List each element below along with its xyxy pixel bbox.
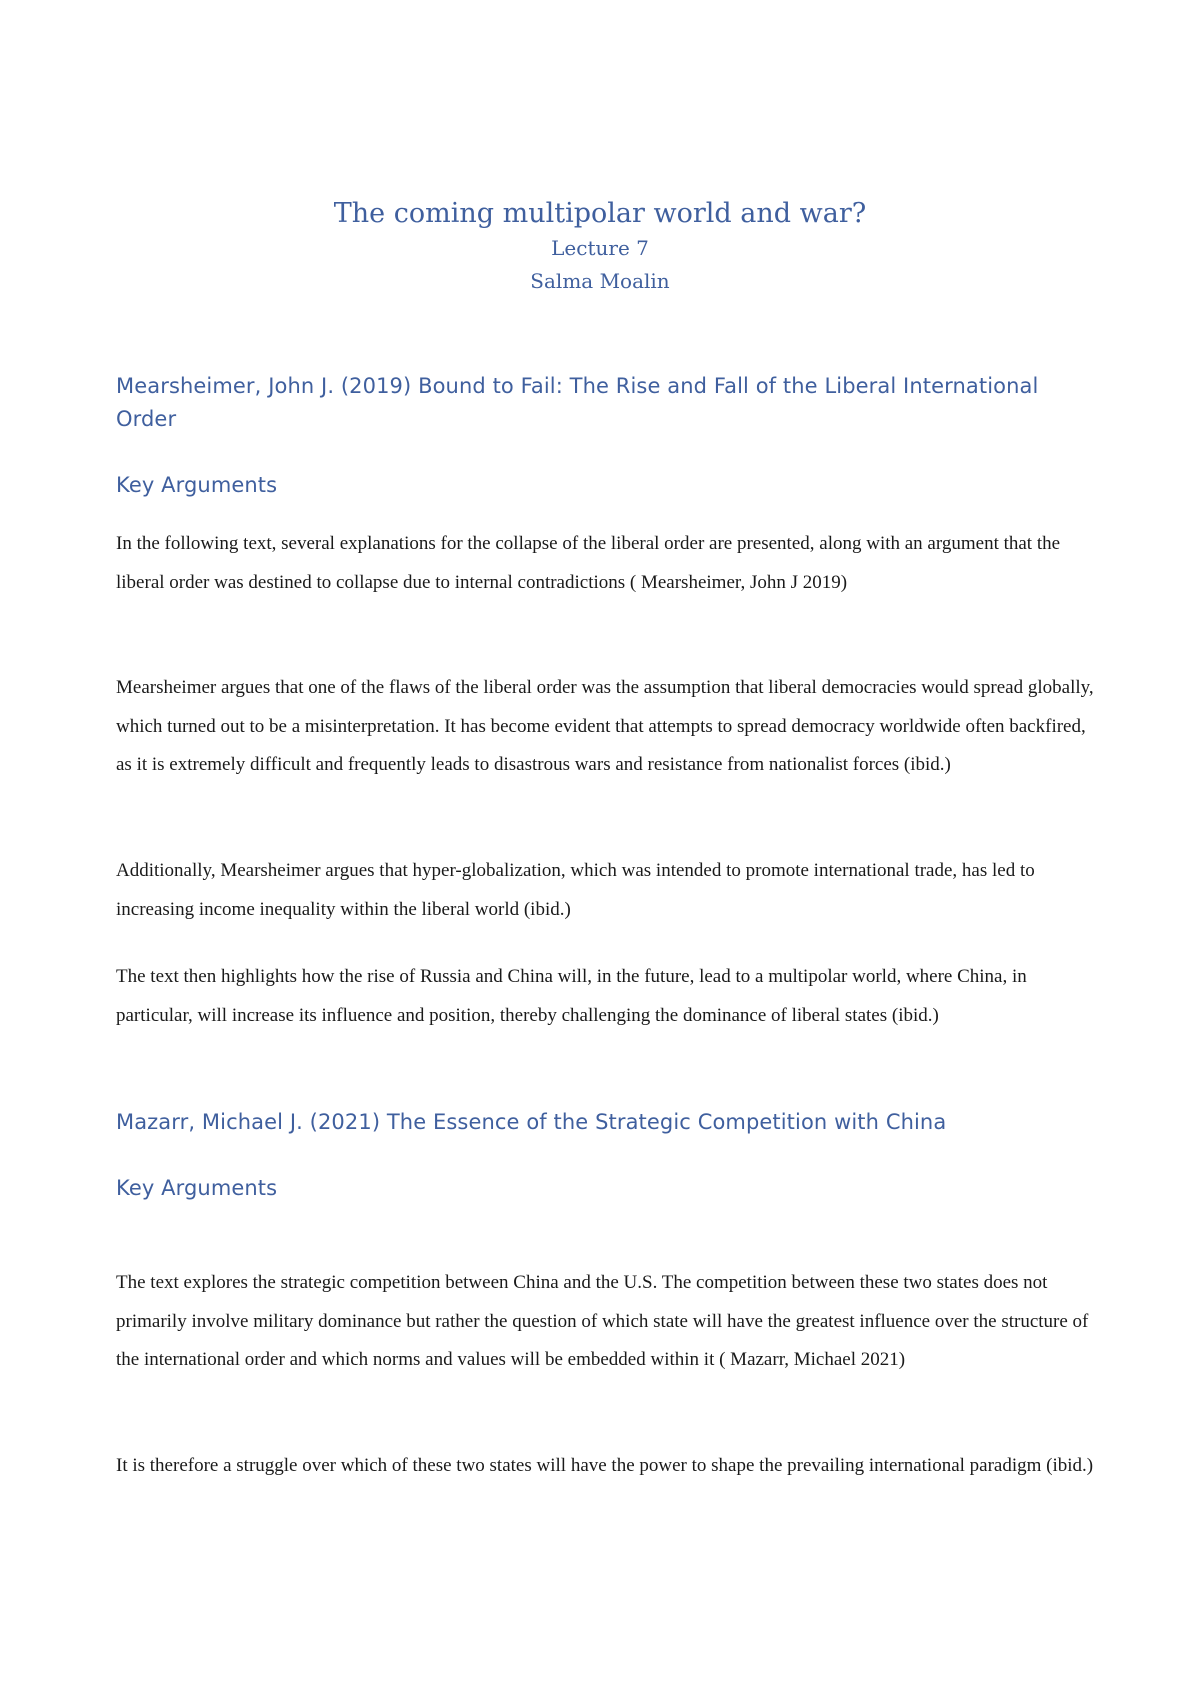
- section-2-heading: Mazarr, Michael J. (2021) The Essence of the Strategic Competition with China: [116, 1110, 947, 1134]
- section-1-subheading: Key Arguments: [116, 473, 278, 497]
- author-name: Salma Moalin: [530, 269, 670, 293]
- section-1-heading: Mearsheimer, John J. (2019) Bound to Fail: The Rise and Fall of the Liberal International Order: [116, 374, 1039, 431]
- section-1-paragraph-1: In the following text, several explanations for the collapse of the liberal order are presented, along with an argument that the liberal order was destined to collapse due to internal contradictions ( Mearsheimer, John J 2019): [116, 533, 1061, 593]
- section-2-paragraph-1: The text explores the strategic competition between China and the U.S. The competition between these two states does not primarily involve military dominance but rather the question of which state will have the greatest influence over the structure of the international order and which norms and values will be embedded within it ( Mazarr, Michael 2021): [116, 1272, 1089, 1370]
- section-1-paragraph-2: Mearsheimer argues that one of the flaws of the liberal order was the assumption that liberal democracies would spread globally, which turned out to be a misinterpretation. It has become evident that attempts to spread democracy worldwide often backfired, as it is extremely difficult and frequently leads to disastrous wars and resistance from nationalist forces (ibid.): [116, 677, 1094, 775]
- section-2-paragraph-2: It is therefore a struggle over which of these two states will have the power to shape the prevailing international paradigm (ibid.): [116, 1455, 1094, 1476]
- title-block: [0, 196, 1200, 297]
- section-1-paragraph-4: The text then highlights how the rise of Russia and China will, in the future, lead to a multipolar world, where China, in particular, will increase its influence and position, thereby challenging the dominance of liberal states (ibid.): [116, 966, 1027, 1026]
- section-2-subheading: Key Arguments: [116, 1176, 278, 1200]
- section-1-paragraph-3: Additionally, Mearsheimer argues that hyper-globalization, which was intended to promote international trade, has led to increasing income inequality within the liberal world (ibid.): [116, 860, 1035, 920]
- document-title: The coming multipolar world and war?: [333, 198, 867, 229]
- lecture-label: Lecture 7: [551, 236, 649, 260]
